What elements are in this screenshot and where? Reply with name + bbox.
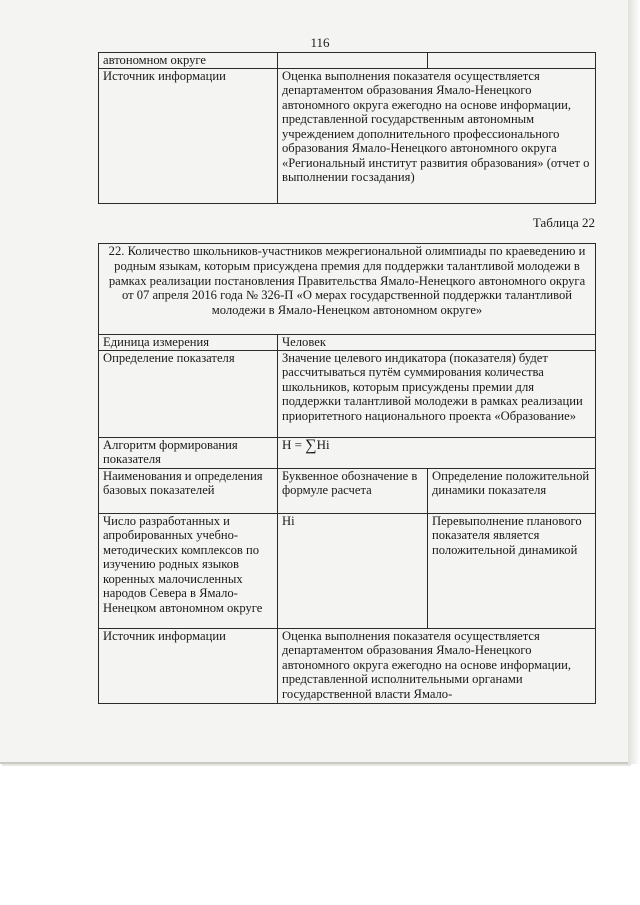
- table-row: [99, 68, 596, 203]
- cell-empty: [278, 53, 428, 69]
- formula-right: Hi: [316, 437, 330, 452]
- indicator-title: 22. Количество школьников-участников межрегиональной олимпиады по краеведению и родным языкам, которым присуждена премия для поддержки талантливой молодежи в рамках реализации постановления Правительства Ямало-Ненецкого автономного округа от 07 апреля 2016 года № 326-П «О мерах государственной поддержки талантливой молодежи в Ямало-Ненецком автономном округе»: [99, 244, 596, 335]
- definition-label: Определение показателя: [99, 350, 278, 437]
- page-edge: [628, 0, 640, 764]
- table-caption: Таблица 22: [532, 215, 595, 230]
- table-row: [99, 468, 596, 513]
- definition-value: Значение целевого индикатора (показателя) будет рассчитываться путём суммирования количества школьников, которым присуждены премии для поддержки талантливой молодежи в рамках реализации приоритетного национального проекта «Образование»: [278, 350, 596, 437]
- source-value: Оценка выполнения показателя осуществляется департаментом образования Ямало-Ненецкого автономного округа ежегодно на основе информации, представленной государственным автономным учреждением дополнительного профессионального образования Ямало-Ненецкого автономного округа «Региональный институт развития образования» (отчет о выполнении госзадания): [278, 68, 596, 203]
- table-row: [99, 350, 596, 437]
- base-indicator-letter: Hi: [278, 513, 428, 628]
- page-number: 116: [310, 35, 330, 50]
- algorithm-label: Алгоритм формирования показателя: [99, 437, 278, 468]
- source-label: Источник информации: [99, 628, 278, 703]
- table-row: [99, 628, 596, 703]
- unit-value: Человек: [278, 335, 596, 351]
- source-value: Оценка выполнения показателя осуществляется департаментом образования Ямало-Ненецкого автономного округа ежегодно на основе информации, представленной исполнительными органами государственной власти Ямало-: [278, 628, 596, 703]
- sigma-symbol: ∑: [305, 437, 317, 454]
- base-indicator-dynamics: Перевыполнение планового показателя является положительной динамикой: [428, 513, 596, 628]
- cell-region-tail: автономном округе: [99, 53, 278, 69]
- cell-empty: [428, 53, 596, 69]
- formula: [278, 437, 596, 468]
- source-label: Источник информации: [99, 68, 278, 203]
- base-header-dynamics: Определение положительной динамики показателя: [428, 468, 596, 513]
- base-header-letter: Буквенное обозначение в формуле расчета: [278, 468, 428, 513]
- table-row: [99, 244, 596, 335]
- table-row: [99, 513, 596, 628]
- table-row: [99, 437, 596, 468]
- table-row: [99, 335, 596, 351]
- indicator-table-22: [98, 243, 596, 704]
- base-header-name: Наименования и определения базовых показателей: [99, 468, 278, 513]
- top-table: [98, 52, 596, 204]
- unit-label: Единица измерения: [99, 335, 278, 351]
- formula-left: Н =: [282, 437, 306, 452]
- base-indicator-name: Число разработанных и апробированных учебно-методических комплексов по изучению родных языков коренных малочисленных народов Севера в Ямало-Ненецком автономном округе: [99, 513, 278, 628]
- table-row: [99, 53, 596, 69]
